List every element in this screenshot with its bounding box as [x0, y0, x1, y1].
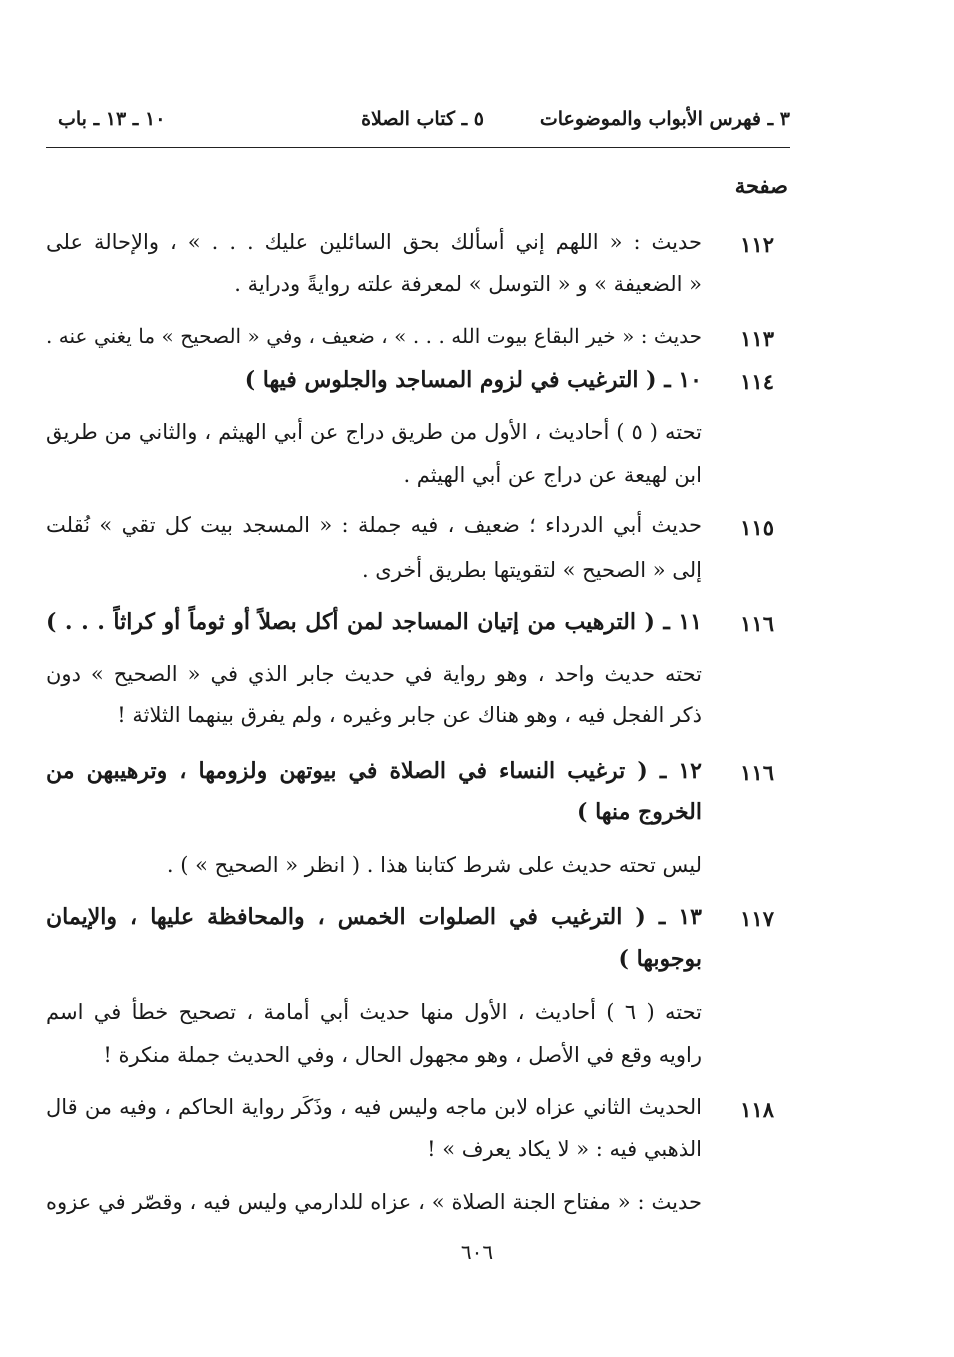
header-book-title: ٥ ـ كتاب الصلاة [361, 108, 484, 130]
text-line: تحته حديث واحد ، وهو رواية في حديث جابر الذي في « الصحيح » دون [46, 662, 702, 686]
header-chapter-range: ١٠ ـ ١٣ ـ باب [58, 108, 166, 130]
text-line: « الضعيفة » و « التوسل » لمعرفة علته روايةً ودراية . [234, 272, 702, 296]
text-line: ابن لهيعة عن دراج عن أبي الهيثم . [403, 463, 702, 487]
text-line: حديث : « مفتاح الجنة الصلاة » ، عزاه للدارمي وليس فيه ، وقصّر في عزوه [46, 1190, 702, 1214]
section-heading: بوجوبها ) [618, 946, 702, 972]
page-column-label: صفحة [734, 173, 788, 198]
entry-page-number: ١١٦ [740, 760, 774, 785]
entry-page-number: ١١٣ [740, 326, 774, 351]
entry-page-number: ١١٤ [740, 369, 774, 394]
section-heading: ١٣ ـ ( الترغيب في الصلوات الخمس ، والمحافظة عليها ، والإيمان [46, 904, 702, 930]
entry-page-number: ١١٧ [740, 906, 774, 931]
header-rule [46, 147, 790, 148]
text-line: ليس تحته حديث على شرط كتابنا هذا . ( انظر « الصحيح » ) . [166, 853, 702, 877]
page-number-footer: ٦٠٦ [460, 1240, 494, 1264]
text-line: الحديث الثاني عزاه لابن ماجه وليس فيه ، وذَكَر رواية الحاكم ، وفيه من قال [46, 1095, 702, 1119]
entry-page-number: ١١٦ [740, 611, 774, 636]
section-heading: ١٢ ـ ( ترغيب النساء في الصلاة في بيوتهن ولزومها ، وترهيبهن من [46, 758, 702, 784]
text-line: الذهبي فيه : « لا يكاد يعرف » ! [427, 1137, 702, 1161]
text-line: حديث : « خير البقاع بيوت الله . . . » ، ضعيف ، وفي « الصحيح » ما يغني عنه . [46, 324, 702, 348]
text-line: ذكر الفجل فيه ، وهو هناك عن جابر وغيره ، ولم يفرق بينهما الثلاثة ! [117, 703, 702, 727]
entry-page-number: ١١٢ [740, 232, 774, 257]
section-heading: ١١ ـ ( الترهيب من إتيان المساجد لمن أكل بصلاً أو ثوماً أو كراثاً . . . ) [46, 609, 702, 635]
text-line: حديث أبي الدرداء ؛ ضعيف ، فيه جملة : « المسجد بيت كل تقي » نُقلت [46, 513, 702, 537]
text-line: تحته ( ٦ ) أحاديث ، الأول منها حديث أبي أمامة ، تصحيح خطأ في اسم [46, 1000, 702, 1024]
entry-page-number: ١١٨ [740, 1097, 774, 1122]
section-heading: الخروج منها ) [577, 799, 702, 825]
text-line: إلى « الصحيح » لتقويتها بطريق أخرى . [361, 558, 702, 582]
text-line: راويه وقع في الأصل ، وهو مجهول الحال ، وفي الحديث جملة منكرة ! [103, 1043, 702, 1067]
text-line: حديث : « اللهم إني أسألك بحق السائلين عليك . . . » ، والإحالة على [46, 230, 702, 254]
entry-page-number: ١١٥ [740, 515, 774, 540]
text-line: تحته ( ٥ ) أحاديث ، الأول من طريق دراج عن أبي الهيثم ، والثاني من طريق [46, 420, 702, 444]
header-section-title: ٣ ـ فهرس الأبواب والموضوعات [539, 108, 790, 130]
section-heading: ١٠ ـ ( الترغيب في لزوم المساجد والجلوس فيها ) [244, 367, 702, 393]
